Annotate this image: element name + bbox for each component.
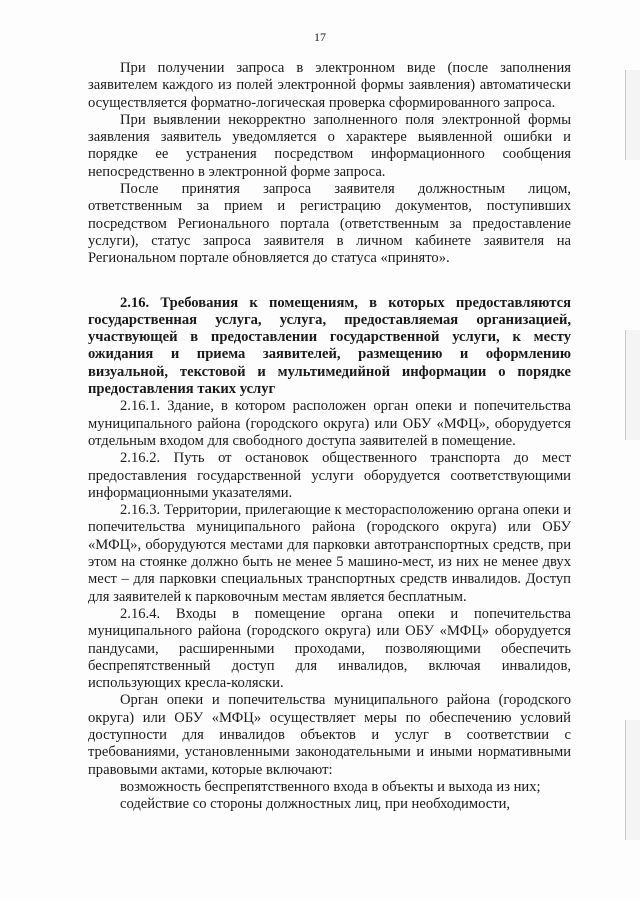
page-number: 17	[314, 30, 326, 44]
paragraph: 2.16.2. Путь от остановок общественного транспорта до мест предоставления государственной услуги оборудуется соответствующими информационными указателями.	[88, 450, 571, 501]
page-body	[88, 60, 571, 813]
scan-edge-mark	[625, 330, 640, 440]
paragraph: После принятия запроса заявителя должностным лицом, ответственным за прием и регистрацию документов, поступивших посредством Регионального портала (ответственным за предоставление услуги), статус запроса заявителя в личном кабинете заявителя на Региональном портале обновляется до статуса «принято».	[88, 181, 571, 267]
paragraph: возможность беспрепятственного входа в объекты и выхода из них;	[120, 778, 541, 795]
paragraph: При выявлении некорректно заполненного поля электронной формы заявления заявитель уведомляется о характере выявленной ошибки и порядке ее устранения посредством информационного сообщения непосредственно в электронной форме запроса.	[88, 111, 571, 180]
paragraph: 2.16.1. Здание, в котором расположен орган опеки и попечительства муниципального района (городского округа) или ОБУ «МФЦ», оборудуется отдельным входом для свободного доступа заявителей в помещение.	[88, 398, 571, 449]
paragraph: содействие со стороны должностных лиц, при необходимости,	[120, 796, 511, 813]
paragraph: При получении запроса в электронном виде (после заполнения заявителем каждого из полей электронной формы заявления) автоматически осуществляется форматно-логическая проверка сформированного запроса.	[88, 60, 571, 111]
scan-edge-mark	[625, 720, 640, 840]
paragraph: Орган опеки и попечительства муниципального района (городского округа) или ОБУ «МФЦ» осуществляет меры по обеспечению условий доступности для инвалидов объектов и услуг в соответствии с требованиями, установленными законодательными и иными нормативными правовыми актами, которые включают:	[88, 692, 571, 778]
paragraph: 2.16.3. Территории, прилегающие к месторасположению органа опеки и попечительства муниципального района (городского округа) или ОБУ «МФЦ», оборудуются местами для парковки автотранспортных средств, при этом на стоянке должно быть не менее 5 машино-мест, из них не менее двух мест – для парковки специальных транспортных средств инвалидов. Доступ для заявителей к парковочным местам является бесплатным.	[88, 502, 571, 605]
scan-edge-mark	[625, 70, 640, 160]
section-heading: 2.16. Требования к помещениям, в которых предоставляются государственная услуга, услуга, предоставляемая организацией, участвующей в предоставлении государственной услуги, к месту ожидания и приема заявителей, размещению и оформлению визуальной, текстовой и мультимедийной информации о порядке предоставления таких услуг	[88, 294, 571, 398]
paragraph: 2.16.4. Входы в помещение органа опеки и попечительства муниципального района (городского округа) или ОБУ «МФЦ» оборудуется пандусами, расширенными проходами, позволяющими обеспечить беспрепятственный доступ для инвалидов, включая инвалидов, использующих кресла-коляски.	[88, 605, 571, 692]
